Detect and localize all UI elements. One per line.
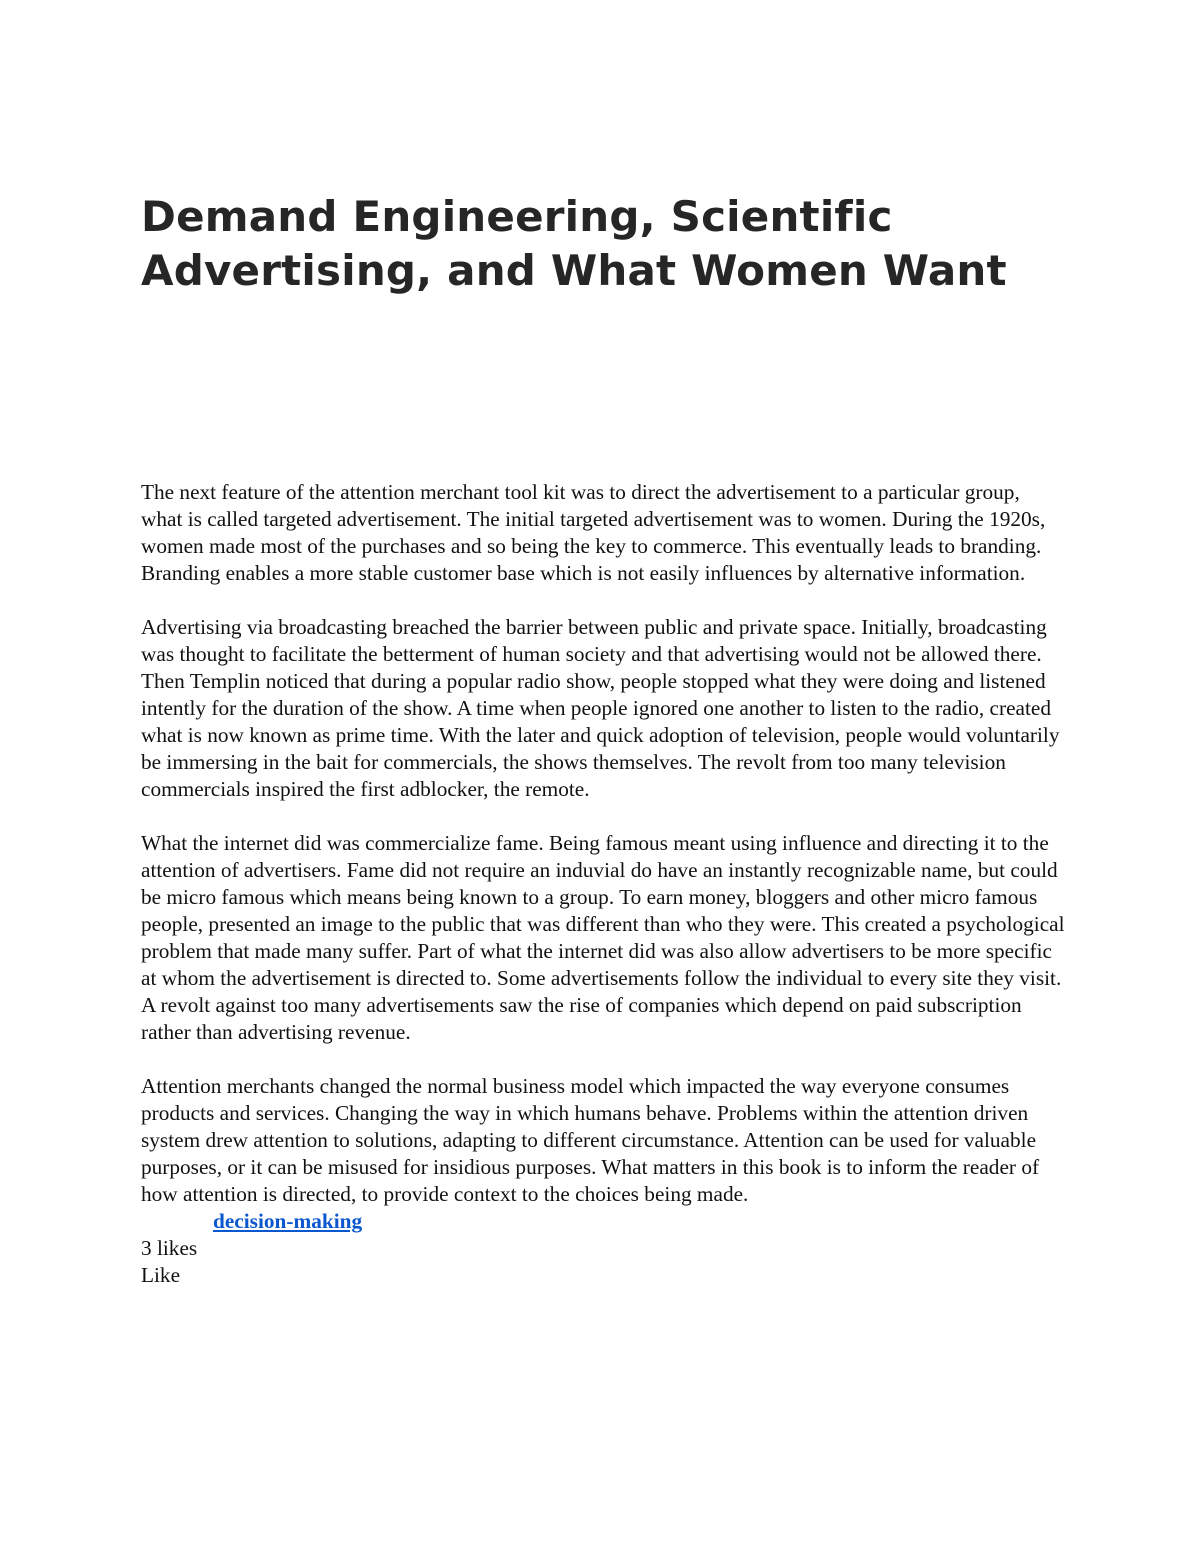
likes-count: 3 likes bbox=[141, 1236, 198, 1260]
paragraph-4: Attention merchants changed the normal business model which impacted the way everyone consumes products and services. Changing the way in which humans behave. Problems within the attention driven system drew attention to solutions, adapting to different circumstance. Attention can be used for valuable purposes, or it can be misused for insidious purposes. What matters in this book is to inform the reader of how attention is directed, to provide context to the choices being made. bbox=[141, 1074, 1040, 1206]
tag-link-decision-making[interactable]: decision-making bbox=[213, 1209, 363, 1233]
like-button[interactable]: Like bbox=[141, 1263, 181, 1287]
tag-line bbox=[141, 1208, 1066, 1235]
document-title: Demand Engineering, Scientific Advertising, and What Women Want bbox=[141, 192, 1007, 295]
paragraph-2: Advertising via broadcasting breached the barrier between public and private space. Initially, broadcasting was thought to facilitate the betterment of human society and that advertising would not be allowed there. Then Templin noticed that during a popular radio show, people stopped what they were doing and listened intently for the duration of the show. A time when people ignored one another to listen to the radio, created what is now known as prime time. With the later and quick adoption of television, people would voluntarily be immersing in the bait for commercials, the shows themselves. The revolt from too many television commercials inspired the first adblocker, the remote. bbox=[141, 615, 1060, 801]
paragraph-3: What the internet did was commercialize fame. Being famous meant using influence and directing it to the attention of advertisers. Fame did not require an induvial do have an instantly recognizable name, but could be micro famous which means being known to a group. To earn money, bloggers and other micro famous people, presented an image to the public that was different than who they were. This created a psychological problem that made many suffer. Part of what the internet did was also allow advertisers to be more specific at whom the advertisement is directed to. Some advertisements follow the individual to every site they visit. A revolt against too many advertisements saw the rise of companies which depend on paid subscription rather than advertising revenue. bbox=[141, 831, 1065, 1044]
document-body bbox=[141, 479, 1066, 1289]
paragraph-1: The next feature of the attention merchant tool kit was to direct the advertisement to a particular group, what is called targeted advertisement. The initial targeted advertisement was to women. During the 1920s, women made most of the purchases and so being the key to commerce. This eventually leads to branding. Branding enables a more stable customer base which is not easily influences by alternative information. bbox=[141, 480, 1046, 585]
